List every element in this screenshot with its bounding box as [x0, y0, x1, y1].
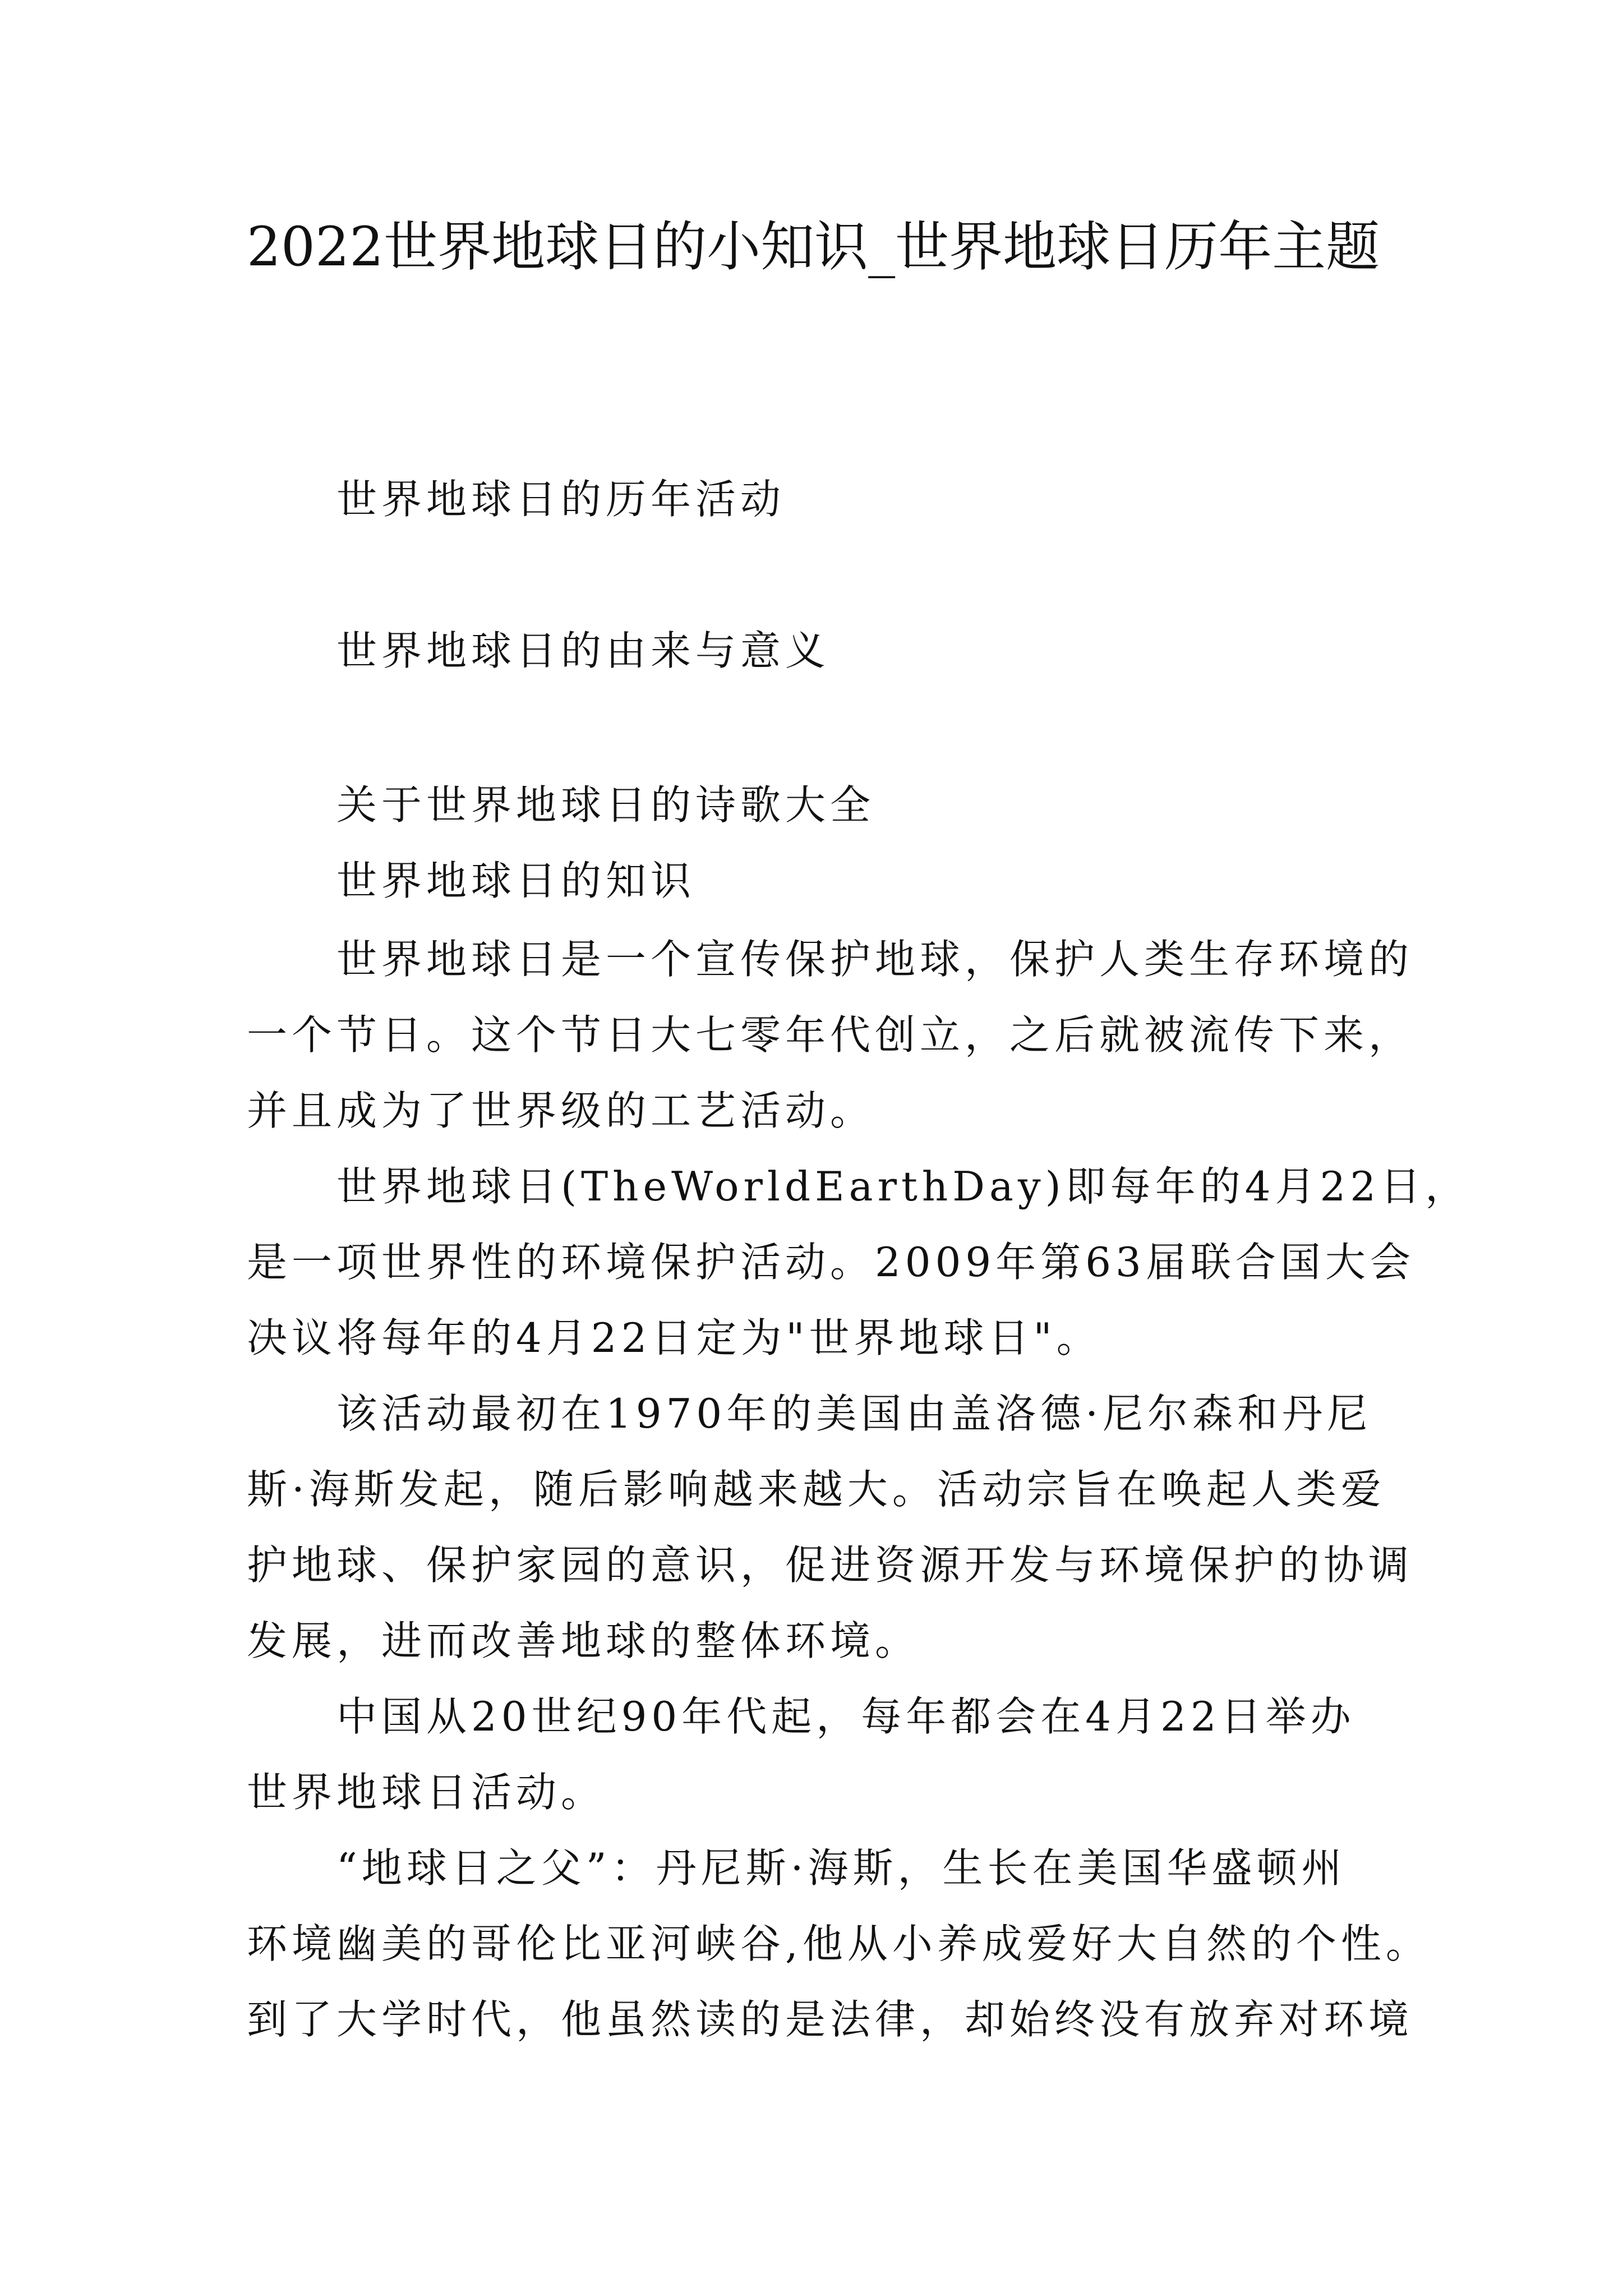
- body-line: 中国从20世纪90年代起，每年都会在4月22日举办: [336, 1693, 1355, 1740]
- heading-origin-meaning: 世界地球日的由来与意义: [336, 627, 831, 674]
- body-line: 斯·海斯发起，随后影响越来越大。活动宗旨在唤起人类爱: [247, 1466, 1386, 1513]
- body-line: “地球日之父”：丹尼斯·海斯，生长在美国华盛顿州: [336, 1844, 1347, 1892]
- body-line: 是一项世界性的环境保护活动。2009年第63届联合国大会: [247, 1239, 1415, 1286]
- heading-poems: 关于世界地球日的诗歌大全: [336, 781, 875, 829]
- body-line: 世界地球日(TheWorldEarthDay)即每年的4月22日，: [336, 1163, 1470, 1210]
- body-line: 该活动最初在1970年的美国由盖洛德·尼尔森和丹尼: [336, 1390, 1372, 1437]
- body-line: 世界地球日是一个宣传保护地球，保护人类生存环境的: [336, 936, 1414, 983]
- body-line: 决议将每年的4月22日定为"世界地球日"。: [247, 1314, 1101, 1361]
- body-line: 环境幽美的哥伦比亚河峡谷,他从小养成爱好大自然的个性。: [247, 1920, 1431, 1967]
- document-title: 2022世界地球日的小知识_世界地球日历年主题: [246, 215, 1380, 278]
- body-line: 一个节日。这个节日大七零年代创立，之后就被流传下来，: [247, 1011, 1414, 1059]
- heading-knowledge: 世界地球日的知识: [336, 857, 696, 904]
- body-line: 发展，进而改善地球的整体环境。: [247, 1617, 920, 1664]
- heading-yearly-activities: 世界地球日的历年活动: [336, 476, 786, 523]
- body-line: 到了大学时代，他虽然读的是法律，却始终没有放弃对环境: [247, 1996, 1414, 2043]
- body-line: 护地球、保护家园的意识，促进资源开发与环境保护的协调: [247, 1542, 1414, 1589]
- body-line: 世界地球日活动。: [247, 1769, 606, 1816]
- body-line: 并且成为了世界级的工艺活动。: [247, 1087, 875, 1134]
